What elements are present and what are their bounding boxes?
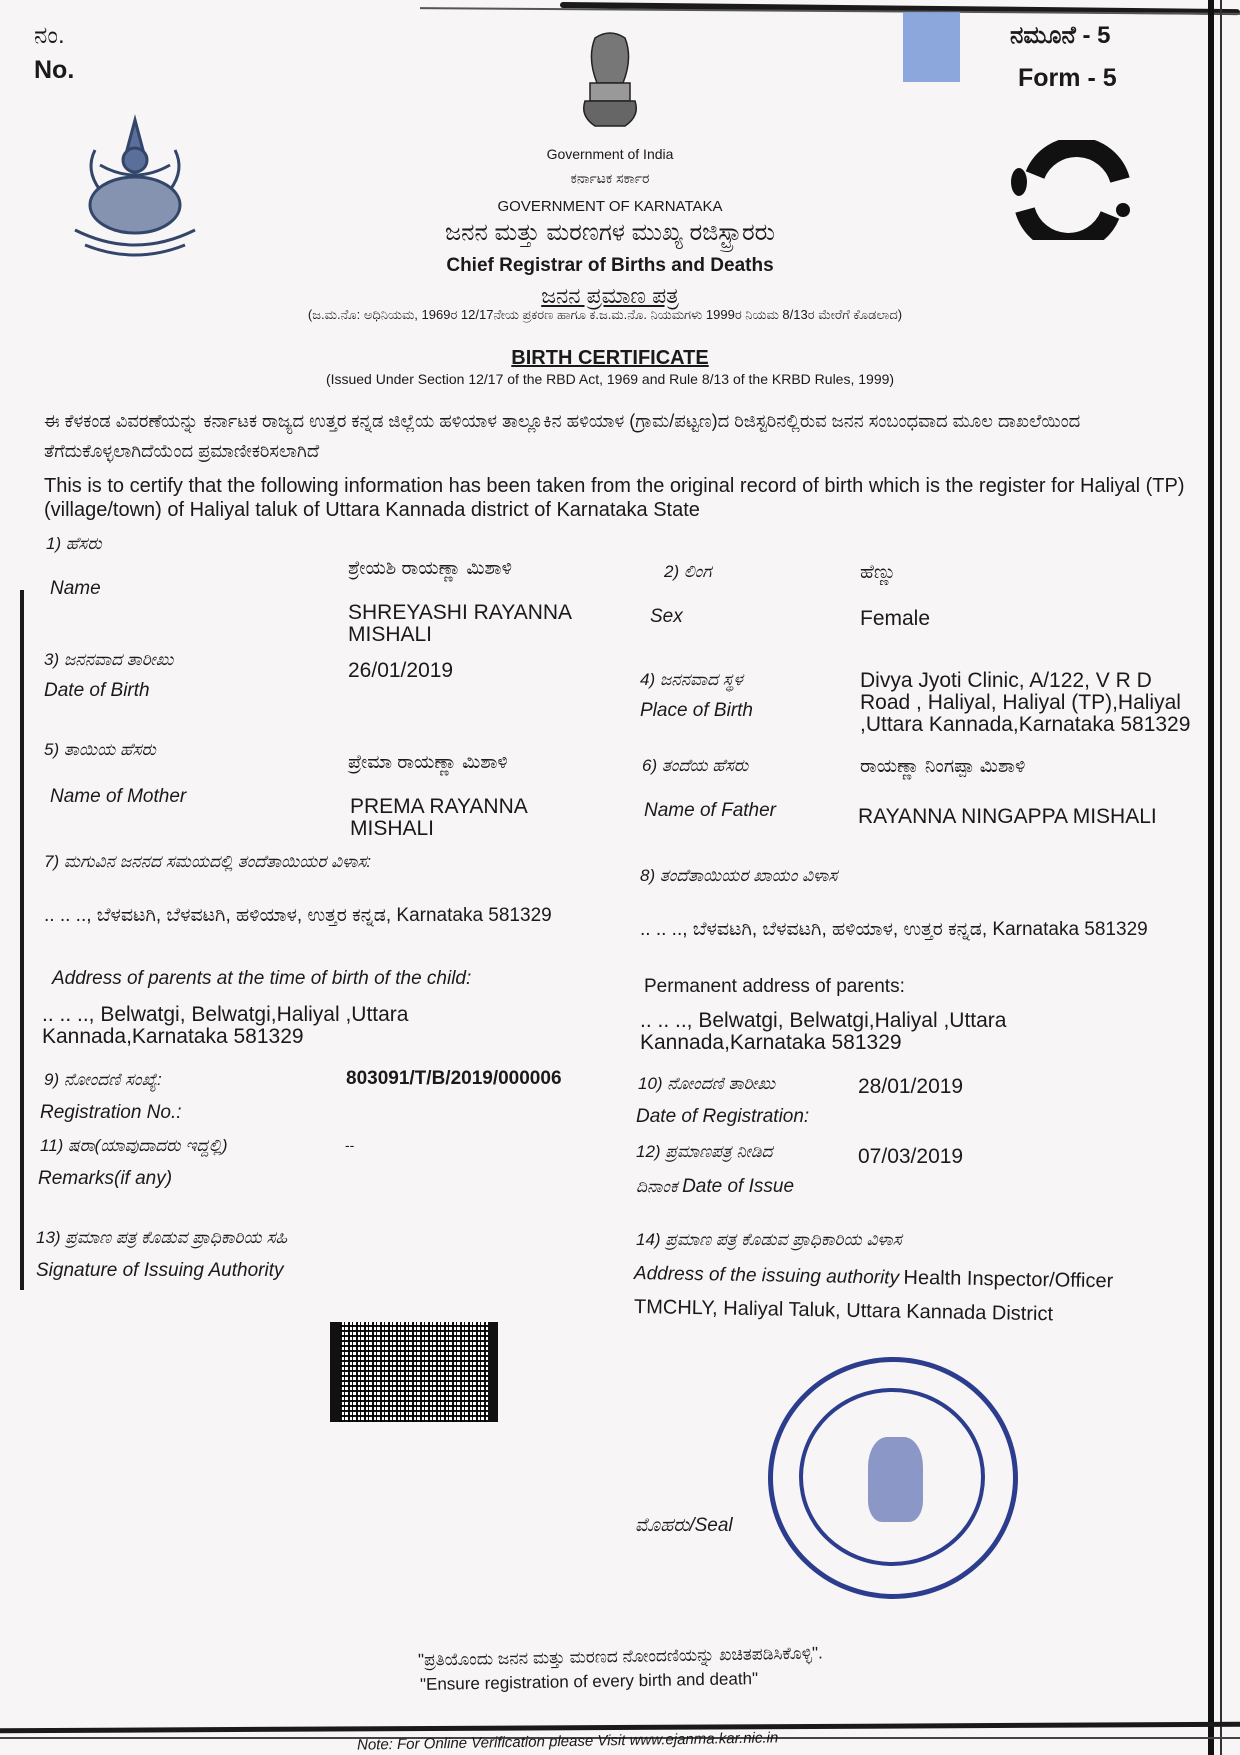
permanent-address-value-en: .. .. .., Belwatgi, Belwatgi,Haliyal ,Uttara Kannada,Karnataka 581329	[640, 1009, 1007, 1054]
name-value-en: SHREYASHI RAYANNA MISHALI	[348, 601, 571, 646]
mother-label-en: Name of Mother	[50, 786, 187, 807]
certification-statement-kn: ಈ ಕೆಳಕಂಡ ವಿವರಣೆಯನ್ನು ಕರ್ನಾಟಕ ರಾಜ್ಯದ ಉತ್ತರ ಕನ್ನಡ ಜಿಲ್ಲೆಯ ಹಳಿಯಾಳ ತಾಲ್ಲೂಕಿನ ಹಳಿಯಾಳ (ಗ್ರಾಮ/ಪಟ್ಟಣ)ದ ರಿಜಿಸ್ಟರಿನಲ್ಲಿರುವ ಜನನ ಸಂಬಂಧವಾದ ಮೂಲ ದಾಖಲೆಯಿಂದ ತೆಗೆದುಕೊಳ್ಳಲಾಗಿದೆಯೆಂದ ಪ್ರಮಾಣೀಕರಿಸಲಾಗಿದೆ	[44, 411, 1081, 461]
authority-address-label-en: Address of the issuing authority	[633, 1263, 900, 1289]
gov-karnataka-kn: ಕರ್ನಾಟಕ ಸರ್ಕಾರ	[570, 170, 650, 186]
registration-date-label-en: Date of Registration:	[636, 1106, 810, 1127]
ashoka-emblem-icon	[575, 28, 645, 138]
certificate-title-en: BIRTH CERTIFICATE	[511, 347, 709, 369]
janma-logo-icon	[1005, 140, 1135, 240]
father-label-en: Name of Father	[644, 800, 776, 821]
authority-address	[634, 1262, 1214, 1295]
father-label-kn: 6) ತಂದೆಯ ಹೆಸರು	[642, 756, 749, 775]
father-value-kn: ರಾಯಣ್ಣಾ ನಿಂಗಪ್ಪಾ ಮಿಶಾಳಿ	[860, 756, 1026, 777]
name-label-en: Name	[50, 578, 101, 599]
blue-hologram-patch	[903, 12, 960, 82]
registration-date-label-kn: 10) ನೋಂದಣಿ ತಾರೀಖು	[638, 1074, 776, 1093]
mother-value-kn: ಪ್ರೇಮಾ ರಾಯಣ್ಣಾ ಮಿಶಾಳಿ	[348, 752, 508, 773]
number-label-en: No.	[34, 56, 75, 84]
pob-value: Divya Jyoti Clinic, A/122, V R D Road , Haliyal, Haliyal (TP),Haliyal ,Uttara Kannada,Karnataka 581329	[860, 670, 1191, 736]
dob-value: 26/01/2019	[348, 659, 454, 682]
certification-statement-en: This is to certify that the following information has been taken from the original record of birth which is the register for Haliyal (TP) (village/town) of Haliyal taluk of Uttara Kannada district of Karnataka State	[44, 475, 1185, 521]
slogan-kn: "ಪ್ರತಿಯೊಂದು ಜನನ ಮತ್ತು ಮರಣದ ನೋಂದಣಿಯನ್ನು ಖಚಿತಪಡಿಸಿಕೊಳ್ಳಿ".	[417, 1643, 823, 1670]
act-reference-kn: (ಜ.ಮ.ನೊ: ಅಧಿನಿಯಮ, 1969ರ 12/17ನೇಯ ಪ್ರಕರಣ ಹಾಗೂ ಕ.ಜ.ಮ.ನೊ. ನಿಯಮಗಳು 1999ರ ನಿಯಮ 8/13ರ ಮೇರೆಗೆ ಕೊಡಲಾದ)	[307, 307, 903, 322]
birth-address-label-en: Address of parents at the time of birth of the child:	[52, 968, 472, 989]
birth-address-value-en: .. .. .., Belwatgi, Belwatgi,Haliyal ,Uttara Kannada,Karnataka 581329	[42, 1003, 409, 1048]
registrar-title-kn: ಜನನ ಮತ್ತು ಮರಣಗಳ ಮುಖ್ಯ ರಜಿಸ್ಟ್ರಾರರು	[444, 219, 775, 246]
permanent-address-value-kn: .. .. .., ಬೆಳವಟಗಿ, ಬೆಳವಟಗಿ, ಹಳಿಯಾಳ, ಉತ್ತರ ಕನ್ನಡ, Karnataka 581329	[640, 919, 1148, 940]
registration-number-label-kn: 9) ನೋಂದಣಿ ಸಂಖ್ಯೆ:	[44, 1070, 162, 1089]
right-border-thin	[1220, 0, 1222, 1755]
sex-value-kn: ಹೆಣ್ಣು	[860, 562, 897, 583]
issue-date-value: 07/03/2019	[858, 1145, 964, 1168]
signature-label-en: Signature of Issuing Authority	[36, 1260, 284, 1281]
signature-label-kn: 13) ಪ್ರಮಾಣ ಪತ್ರ ಕೊಡುವ ಪ್ರಾಧಿಕಾರಿಯ ಸಹಿ	[36, 1228, 288, 1247]
father-value-en: RAYANNA NINGAPPA MISHALI	[858, 806, 1157, 828]
seal-label: ಮೊಹರು/Seal	[635, 1515, 733, 1536]
name-label-kn: 1) ಹೆಸರು	[46, 534, 102, 553]
birth-address-label-kn: 7) ಮಗುವಿನ ಜನನದ ಸಮಯದಲ್ಲಿ ತಂದೆತಾಯಿಯರ ವಿಳಾಸ:	[44, 852, 372, 871]
seal-emblem-icon	[868, 1437, 923, 1522]
number-label-kn: ನಂ.	[34, 22, 65, 49]
dob-label-en: Date of Birth	[44, 680, 150, 701]
left-border-line	[20, 590, 24, 1290]
issue-date-label-kn2: ದಿನಾಂಕ	[636, 1177, 678, 1196]
sex-label-kn: 2) ಲಿಂಗ	[664, 562, 712, 581]
issue-date-label-en: Date of Issue	[682, 1176, 795, 1197]
issue-date-label	[636, 1176, 794, 1198]
gov-karnataka-en: GOVERNMENT OF KARNATAKA	[497, 198, 723, 215]
authority-address-value-line2: TMCHLY, Haliyal Taluk, Uttara Kannada District	[633, 1296, 1054, 1326]
form-number-kn: ನಮೂನೆ - 5	[1010, 22, 1111, 49]
official-seal-icon	[768, 1357, 1018, 1599]
remarks-label-en: Remarks(if any)	[38, 1168, 173, 1189]
authority-address-label-kn: 14) ಪ್ರಮಾಣ ಪತ್ರ ಕೊಡುವ ಪ್ರಾಧಿಕಾರಿಯ ವಿಳಾಸ	[636, 1230, 902, 1249]
pob-label-kn: 4) ಜನನವಾದ ಸ್ಥಳ	[640, 670, 743, 689]
slogan-en: "Ensure registration of every birth and death"	[419, 1669, 759, 1694]
remarks-value: --	[345, 1137, 355, 1153]
permanent-address-label-en: Permanent address of parents:	[644, 976, 905, 997]
mother-label-kn: 5) ತಾಯಿಯ ಹೆಸರು	[44, 740, 156, 759]
seal-inner-ring	[799, 1388, 985, 1566]
karnataka-emblem-icon	[55, 110, 215, 260]
registration-number-label-en: Registration No.:	[40, 1102, 182, 1123]
form-number-en: Form - 5	[1018, 64, 1117, 92]
authority-address-value-line1: Health Inspector/Officer	[903, 1266, 1114, 1293]
pob-label-en: Place of Birth	[640, 700, 753, 721]
right-border-thick	[1208, 0, 1214, 1755]
certificate-title-kn: ಜನನ ಪ್ರಮಾಣ ಪತ್ರ	[541, 283, 679, 308]
remarks-label-kn: 11) ಷರಾ(ಯಾವುದಾದರು ಇದ್ದಲ್ಲಿ)	[40, 1136, 228, 1155]
registrar-title-en: Chief Registrar of Births and Deaths	[446, 255, 774, 276]
dob-label-kn: 3) ಜನನವಾದ ತಾರೀಖು	[44, 650, 174, 669]
registration-number-value: 803091/T/B/2019/000006	[346, 1068, 562, 1089]
registration-date-value: 28/01/2019	[858, 1075, 964, 1098]
act-reference-en: (Issued Under Section 12/17 of the RBD Act, 1969 and Rule 8/13 of the KRBD Rules, 1999)	[325, 371, 895, 387]
sex-label-en: Sex	[650, 606, 683, 627]
permanent-address-label-kn: 8) ತಂದೆತಾಯಿಯರ ಖಾಯಂ ವಿಳಾಸ	[640, 866, 838, 885]
gov-india-text: Government of India	[546, 146, 674, 162]
online-verification-note: Note: For Online Verification please Visit www.ejanma.kar.nic.in	[356, 1729, 779, 1754]
mother-value-en: PREMA RAYANNA MISHALI	[350, 795, 527, 840]
sex-value-en: Female	[860, 607, 931, 630]
barcode-icon	[330, 1322, 498, 1422]
name-value-kn: ಶ್ರೇಯಶಿ ರಾಯಣ್ಣಾ ಮಿಶಾಳಿ	[348, 558, 512, 579]
birth-address-value-kn: .. .. .., ಬೆಳವಟಗಿ, ಬೆಳವಟಗಿ, ಹಳಿಯಾಳ, ಉತ್ತರ ಕನ್ನಡ, Karnataka 581329	[44, 905, 552, 926]
issue-date-label-kn: 12) ಪ್ರಮಾಣಪತ್ರ ನೀಡಿದ	[636, 1142, 773, 1161]
